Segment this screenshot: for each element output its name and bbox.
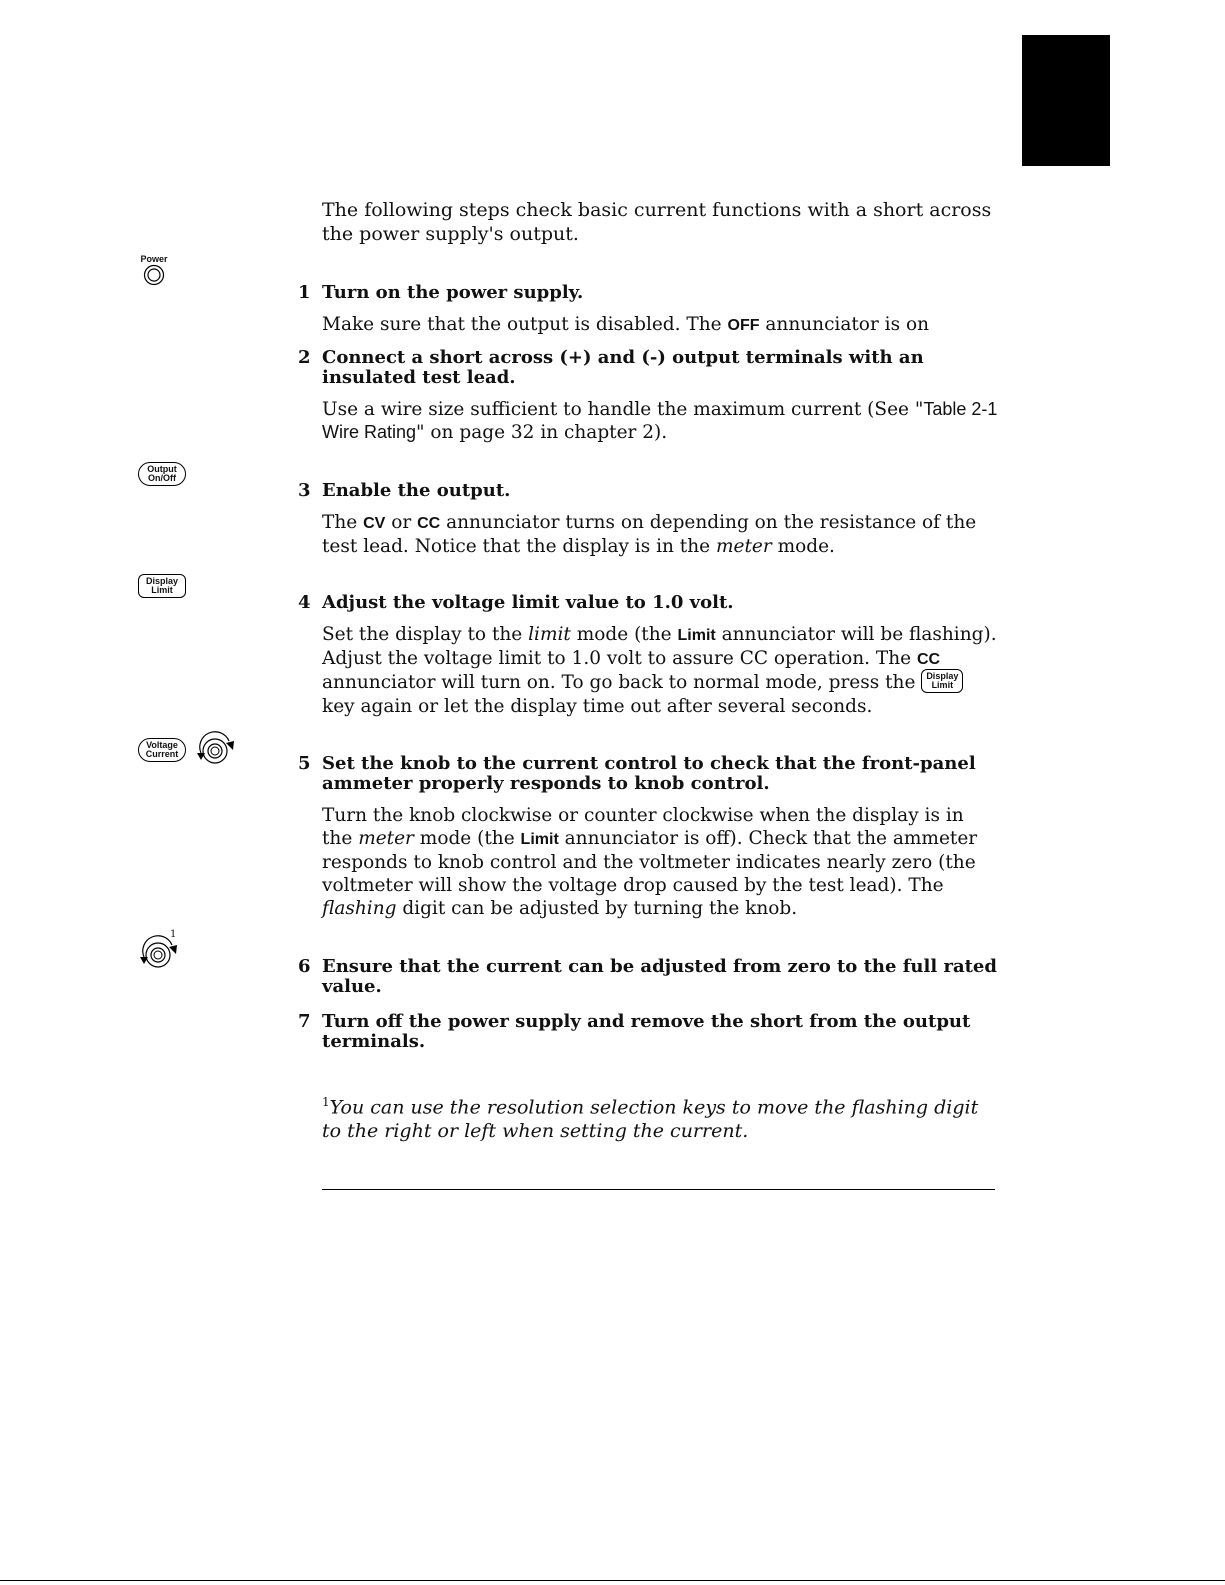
emphasis-meter: meter: [715, 536, 772, 557]
step-heading: Adjust the voltage limit value to 1.0 volt.: [322, 592, 734, 613]
step-body: [322, 313, 998, 337]
step-heading: Turn off the power supply and remove the short from the output terminals.: [322, 1011, 971, 1052]
step-number: 3: [298, 480, 311, 501]
output-on-off-key-graphic: [138, 462, 186, 486]
step-6: [298, 957, 998, 997]
knob-icon: [138, 935, 184, 969]
display-limit-key-inline: [921, 669, 963, 693]
annunciator-cc: CC: [417, 515, 441, 532]
knob-with-footnote-graphic: [138, 929, 184, 971]
body-text: annunciator is on: [759, 314, 930, 335]
chapter-tab: [1022, 35, 1110, 166]
body-text: Use a wire size sufficient to handle the maximum current (See ": [322, 399, 924, 420]
display-key-line-2: Limit: [151, 585, 173, 595]
body-text: Turn the knob clockwise or counter clockwise when the display is in the: [322, 805, 964, 849]
table-reference-link[interactable]: Table 2-1 Wire Rating: [322, 399, 998, 442]
annunciator-limit: Limit: [520, 831, 559, 848]
body-text: mode.: [771, 536, 835, 557]
body-text: Set the display to the: [322, 624, 529, 645]
step-number: 6: [298, 956, 311, 977]
step-body: [322, 623, 998, 718]
step-1: [298, 283, 998, 337]
body-text: mode (the: [413, 828, 521, 849]
body-text: or: [385, 512, 418, 533]
step-number: 2: [298, 347, 311, 368]
step-number: 5: [298, 753, 311, 774]
annunciator-cc: CC: [916, 651, 941, 668]
step-heading: Connect a short across (+) and (-) output terminals with an insulated test lead.: [322, 347, 924, 388]
output-key-line-2: On/Off: [148, 473, 176, 483]
step-heading: Enable the output.: [322, 480, 511, 501]
step-number: 7: [298, 1011, 311, 1032]
step-7: [298, 1012, 998, 1052]
annunciator-cv: CV: [363, 515, 386, 532]
output-key-line-1: Output: [147, 464, 177, 474]
body-text: annunciator is off). Check that the ammeter responds to knob control and the voltmeter indicates nearly zero (the voltmeter will show the voltage drop caused by the test lead). The: [322, 828, 978, 896]
body-text: digit can be adjusted by turning the knob.: [396, 898, 798, 919]
knob-footnote-mark: 1: [170, 929, 177, 940]
page-bottom-rule: [0, 1580, 1225, 1581]
intro-paragraph: The following steps check basic current functions with a short across the power supply's output.: [322, 199, 992, 245]
body-text: " on page 32 in chapter 2).: [416, 422, 668, 443]
step-number: 1: [298, 282, 311, 303]
voltage-key-line-1: Voltage: [146, 740, 178, 750]
step-heading: Set the knob to the current control to check that the front-panel ammeter properly responds to knob control.: [322, 753, 976, 794]
body-text: Make sure that the output is disabled. The: [322, 314, 728, 335]
knob-icon: [193, 731, 239, 765]
step-body: [322, 398, 998, 444]
section-rule: [322, 1189, 995, 1190]
step-number: 4: [298, 592, 311, 613]
step-5: [298, 754, 998, 920]
display-key-line-1: Display: [145, 576, 178, 586]
body-text: annunciator will turn on. To go back to normal mode, press the: [322, 672, 922, 693]
step-3: [298, 481, 998, 558]
emphasis-meter: meter: [358, 828, 414, 849]
annunciator-off: OFF: [727, 317, 760, 334]
voltage-key-line-2: Current: [145, 749, 179, 759]
footnote-mark: 1: [322, 1095, 330, 1109]
emphasis-limit: limit: [528, 624, 571, 645]
voltage-current-key-graphic: [138, 738, 186, 762]
step-heading: Turn on the power supply.: [322, 282, 584, 303]
inline-key-line-1: Display: [926, 671, 959, 681]
body-text: annunciator will be flashing). Adjust the voltage limit to 1.0 volt to assure CC operation. The: [322, 624, 997, 669]
footnote-text: You can use the resolution selection keys to move the flashing digit to the right or left when setting the current.: [322, 1096, 979, 1143]
footnote: [322, 1090, 1002, 1143]
inline-key-line-2: Limit: [931, 680, 954, 690]
body-text: key again or let the display time out after several seconds.: [322, 696, 873, 717]
power-button-graphic: [139, 254, 169, 290]
display-limit-key-graphic: [138, 574, 186, 598]
step-4: [298, 593, 998, 718]
power-icon: [143, 264, 165, 286]
emphasis-flashing: flashing: [322, 898, 397, 919]
power-label: Power: [140, 254, 168, 264]
annunciator-limit: Limit: [677, 627, 716, 644]
body-text: mode (the: [570, 624, 678, 645]
body-text: The: [322, 512, 364, 533]
step-heading: Ensure that the current can be adjusted from zero to the full rated value.: [322, 956, 997, 997]
body-text: annunciator turns on depending on the resistance of the test lead. Notice that the display is in the: [322, 512, 977, 557]
step-body: [322, 804, 998, 920]
step-body: [322, 511, 998, 558]
step-2: [298, 348, 998, 444]
